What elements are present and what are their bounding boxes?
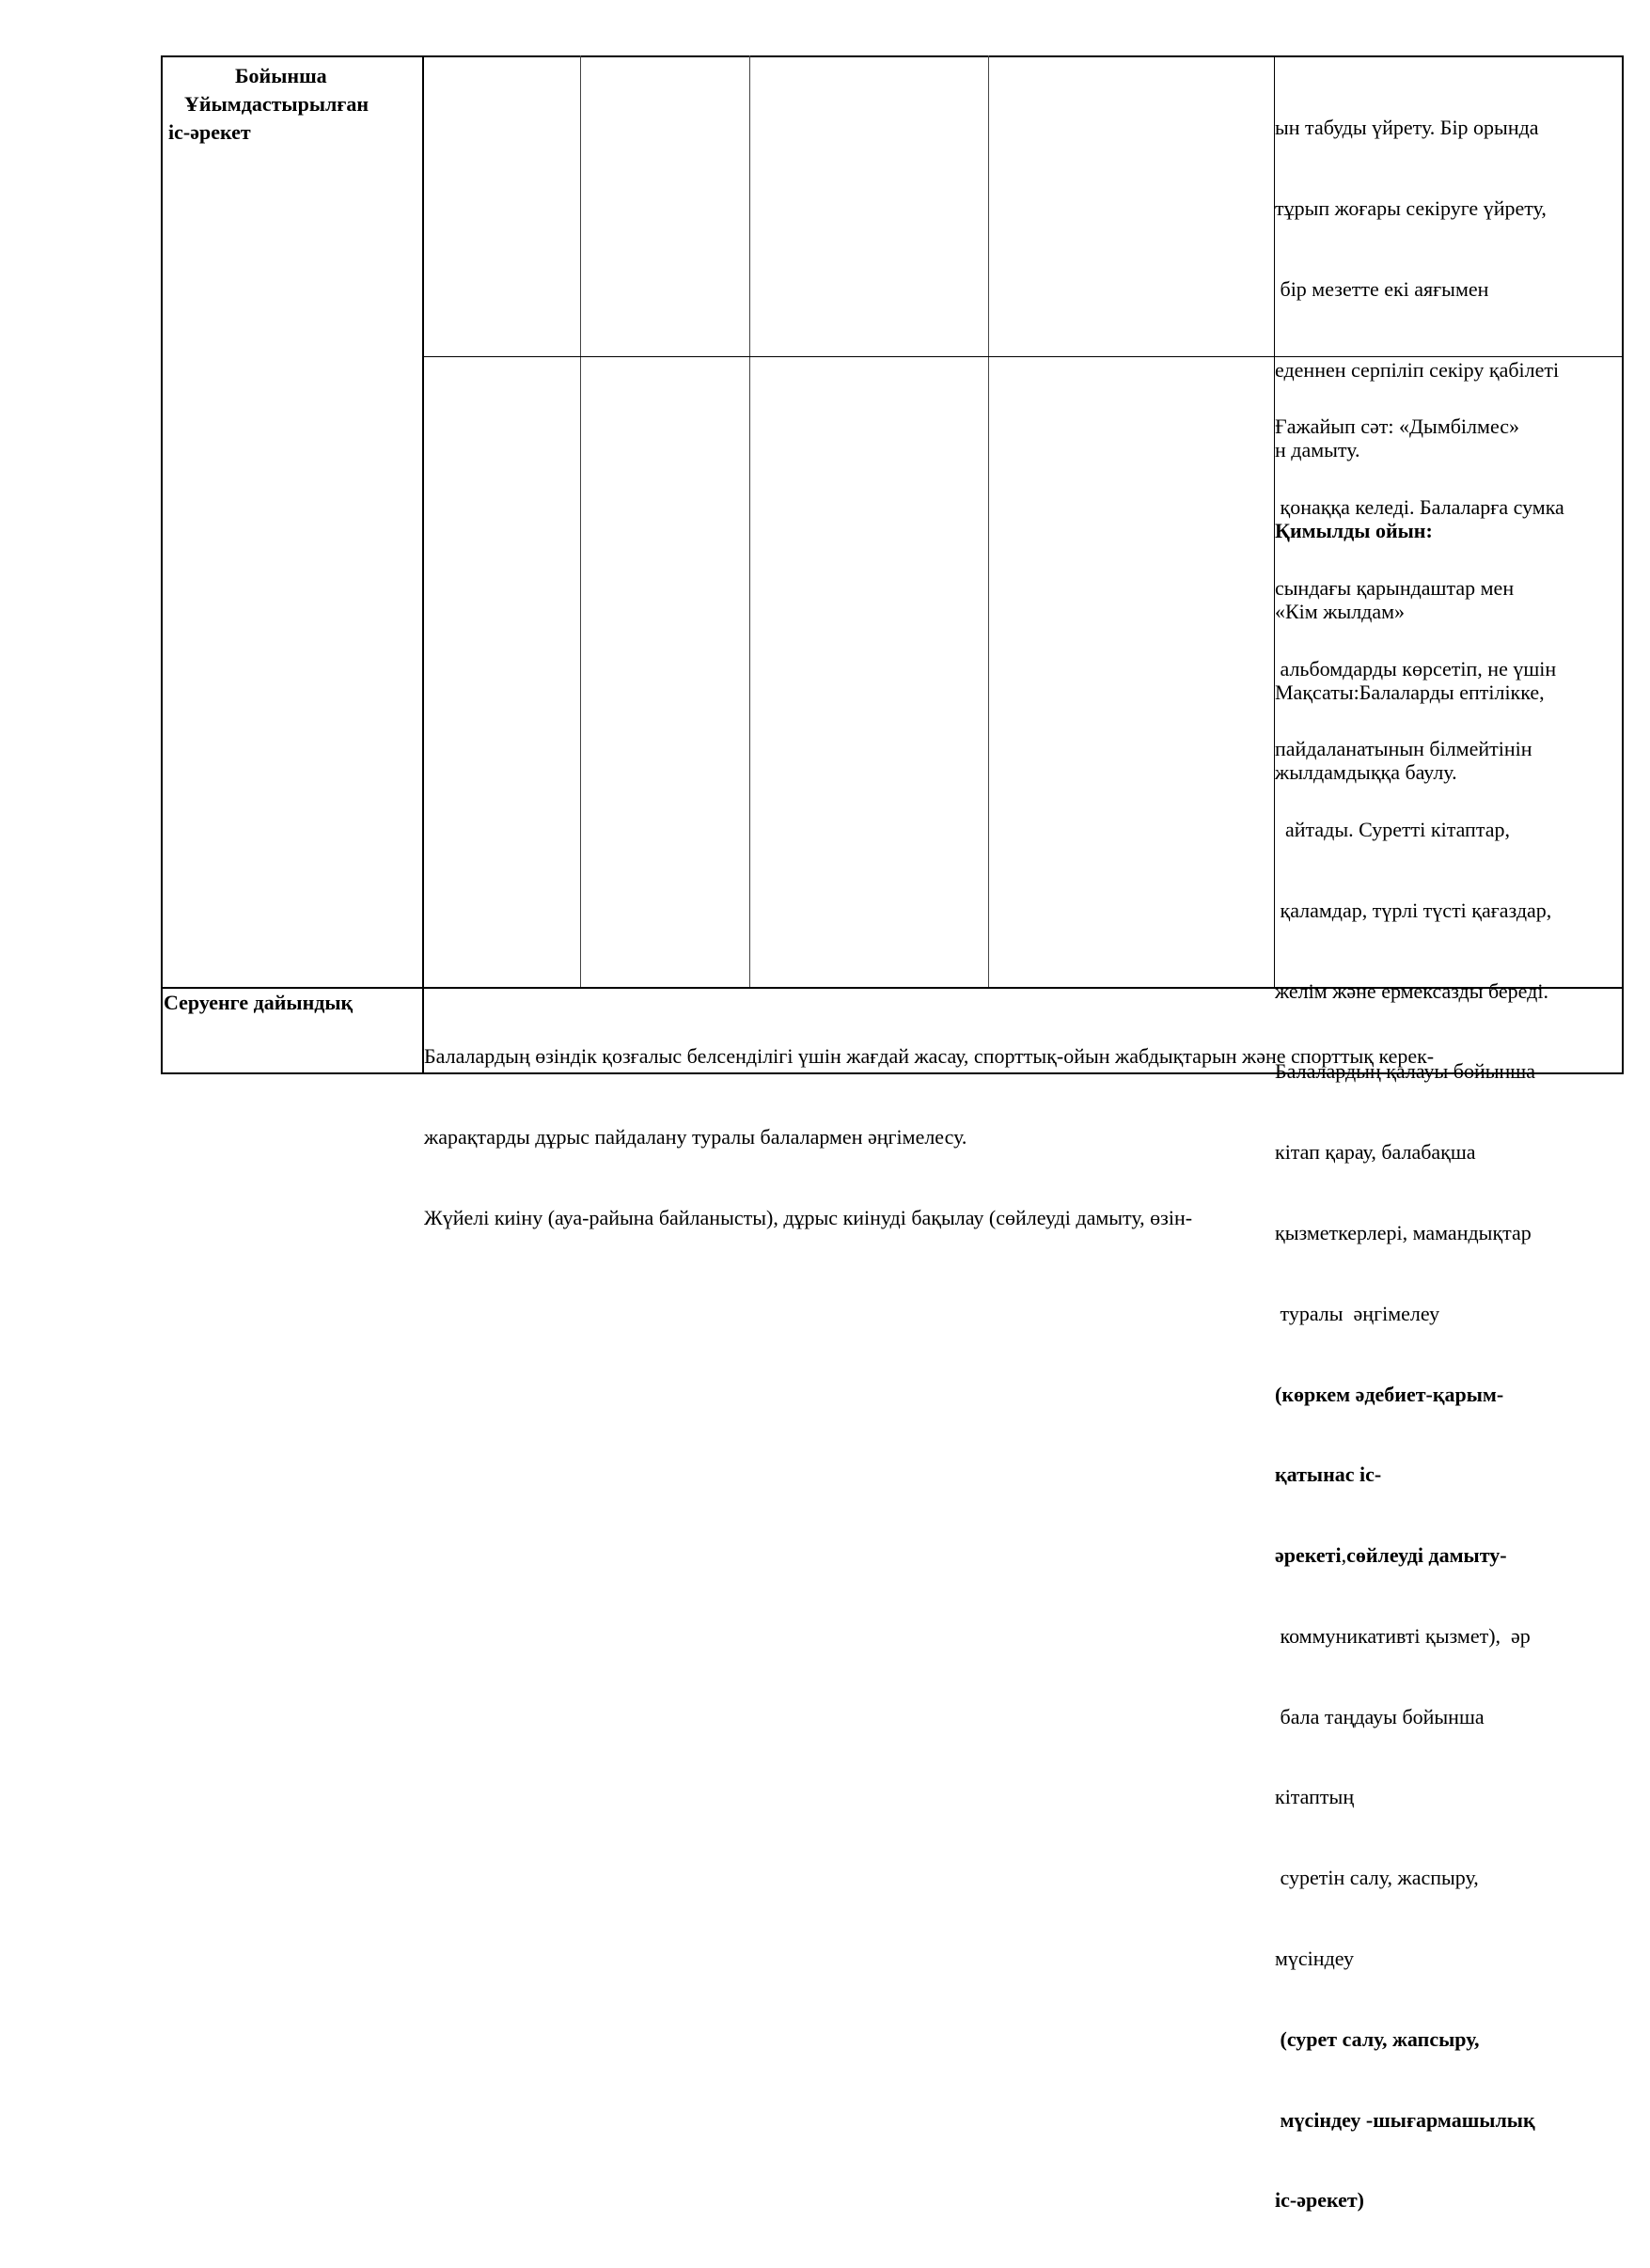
activity-header-cell xyxy=(164,62,425,147)
walk-prep-label: Серуенге дайындық xyxy=(164,991,354,1014)
mixed-bold-part-1: әрекеті xyxy=(1275,1543,1342,1568)
mixed-bold-part-2: сөйлеуді дамыту- xyxy=(1346,1543,1507,1568)
text-line: желім және ермексазды береді. xyxy=(1275,978,1548,1003)
text-line-bold: (сурет салу, жапсыру, xyxy=(1275,2026,1480,2051)
text-line: альбомдарды көрсетіп, не үшін xyxy=(1275,656,1557,680)
mixed-comma: , xyxy=(1341,1543,1347,1568)
text-line: пайдаланатынын білмейтінін xyxy=(1275,737,1532,761)
activity-header-line-1: Бойынша xyxy=(235,64,327,87)
text-line: туралы әңгімелеу xyxy=(1275,1301,1440,1325)
table-left-border xyxy=(161,55,163,1074)
text-line: кітаптың xyxy=(1275,1785,1355,1809)
text-line: суретін салу, жаспыру, xyxy=(1275,1866,1479,1890)
activity-description-bottom xyxy=(1275,360,1564,2268)
column-divider-3 xyxy=(749,55,750,987)
walk-prep-line: жарақтарды дұрыс пайдалану туралы балалармен әңгімелесу. xyxy=(424,1124,967,1149)
text-line: Ғажайып сәт: «Дымбілмес» xyxy=(1275,414,1520,439)
text-line: бір мезетте екі аяғымен xyxy=(1275,276,1489,301)
text-line: қонаққа келеді. Балаларға сумка xyxy=(1275,494,1564,519)
table-top-border xyxy=(161,55,1624,57)
table-right-border xyxy=(1622,55,1624,1074)
text-line: тұрып жоғары секіруге үйрету, xyxy=(1275,196,1547,220)
text-line-mixed xyxy=(1275,1542,1564,1570)
text-line-bold: (көркем әдебиет-қарым- xyxy=(1275,1382,1504,1406)
text-line: еденнен серпіліп секіру қабілеті xyxy=(1275,357,1560,382)
text-line: мүсіндеу xyxy=(1275,1947,1354,1971)
text-line: Мақсаты:Балаларды ептілікке, xyxy=(1275,680,1545,704)
text-line-bold: іс-әрекет) xyxy=(1275,2188,1364,2213)
column-divider-4 xyxy=(988,55,989,987)
column-divider-2 xyxy=(580,55,581,987)
column-divider-1 xyxy=(422,55,424,1074)
walk-prep-line: Балалардың өзіндік қозғалыс белсенділігі үшін жағдай жасау, спорттық-ойын жабдықтарын және спорттық керек- xyxy=(424,1044,1435,1069)
walk-prep-line: Жүйелі киіну (ауа-райына байланысты), дұрыс киінуді бақылау (сөйлеуді дамыту, өзін- xyxy=(424,1205,1193,1229)
text-line: бала таңдауы бойынша xyxy=(1275,1704,1485,1728)
text-line: «Кім жылдам» xyxy=(1275,599,1406,623)
text-line-bold: қатынас іс- xyxy=(1275,1462,1382,1487)
text-line: н дамыту. xyxy=(1275,438,1360,462)
text-line: қаламдар, түрлі түсті қағаздар, xyxy=(1275,898,1552,922)
text-line-bold: мүсіндеу -шығармашылық xyxy=(1275,2107,1535,2132)
activity-header-line-2: Ұйымдастырылған xyxy=(184,92,369,116)
text-line: қызметкерлері, мамандықтар xyxy=(1275,1221,1532,1244)
walk-prep-content xyxy=(424,990,1434,1286)
activity-header-line-3: іс-әрекет xyxy=(168,120,251,144)
game-heading: Қимылды ойын: xyxy=(1275,519,1433,543)
text-line: коммуникативті қызмет), әр xyxy=(1275,1623,1531,1648)
text-line: жылдамдыққа баулу. xyxy=(1275,760,1457,785)
text-line: Балалардың қалауы бойынша xyxy=(1275,1059,1536,1084)
text-line: сындағы қарындаштар мен xyxy=(1275,575,1515,600)
text-line: кітап қарау, балабақша xyxy=(1275,1140,1476,1165)
text-line: ын табуды үйрету. Бір орында xyxy=(1275,116,1539,140)
text-line: айтады. Суретті кітаптар, xyxy=(1275,818,1510,842)
